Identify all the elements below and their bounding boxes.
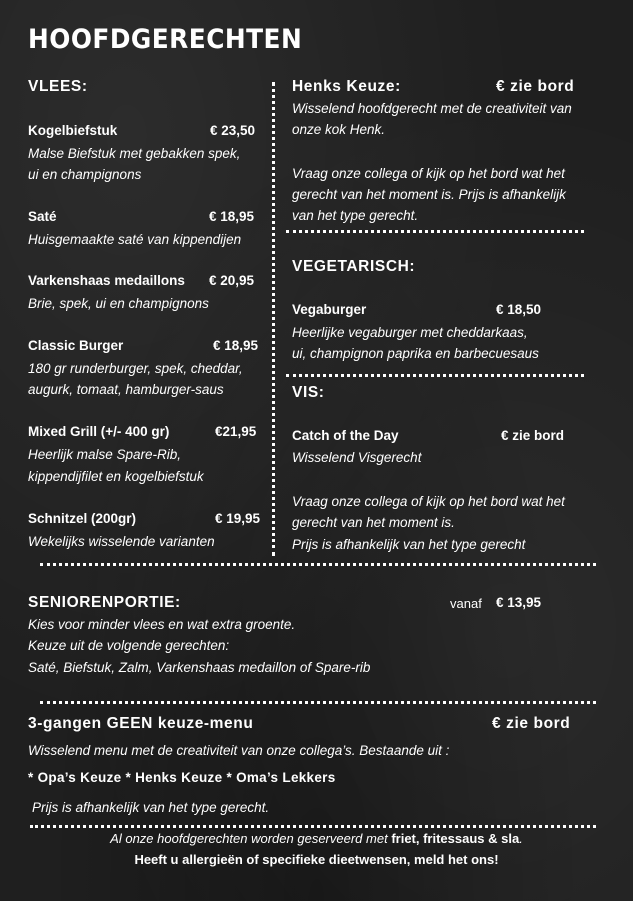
vlees-heading: VLEES: <box>28 78 88 95</box>
mixed-grill-price: €21,95 <box>215 424 257 439</box>
seniorenportie-heading: SENIORENPORTIE: <box>28 594 181 611</box>
varkenshaas-desc: Brie, spek, ui en champignons <box>28 296 209 311</box>
seniorenportie-desc-1: Kies voor minder vlees en wat extra groente. <box>28 617 296 632</box>
vegaburger-price: € 18,50 <box>496 302 542 317</box>
varkenshaas-price: € 20,95 <box>209 273 255 288</box>
kogelbiefstuk-desc-1: Malse Biefstuk met gebakken spek, <box>28 146 241 161</box>
vegaburger-name: Vegaburger <box>292 302 367 317</box>
schnitzel-desc: Wekelijks wisselende varianten <box>28 534 215 549</box>
gangen-menu-choices: * Opa’s Keuze * Henks Keuze * Oma’s Lekkers <box>28 770 336 785</box>
vis-note-2: gerecht van het moment is. <box>292 515 455 530</box>
seniorenportie-price-prefix: vanaf <box>450 596 482 611</box>
vis-heading: VIS: <box>292 384 325 401</box>
kogelbiefstuk-price: € 23,50 <box>210 123 256 138</box>
schnitzel-name: Schnitzel (200gr) <box>28 511 137 526</box>
henks-keuze-note-1: Vraag onze collega of kijk op het bord wat het <box>292 166 565 181</box>
henks-keuze-heading: Henks Keuze: <box>292 78 401 95</box>
mixed-grill-name: Mixed Grill (+/- 400 gr) <box>28 424 170 439</box>
classic-burger-desc-1: 180 gr runderburger, spek, cheddar, <box>28 361 243 376</box>
catch-of-the-day-name: Catch of the Day <box>292 428 399 443</box>
footer-line-1-prefix: Al onze hoofdgerechten worden geserveerd met <box>110 831 388 846</box>
henks-keuze-desc-2: onze kok Henk. <box>292 122 386 137</box>
footer-line-2: Heeft u allergieën of specifieke dieetwensen, meld het ons! <box>134 852 499 867</box>
mixed-grill-desc-1: Heerlijk malse Spare-Rib, <box>28 447 182 462</box>
gangen-menu-heading: 3-gangen GEEN keuze-menu <box>28 715 254 732</box>
kogelbiefstuk-desc-2: ui en champignons <box>28 167 142 182</box>
gangen-menu-desc: Wisselend menu met de creativiteit van onze collega’s. Bestaande uit : <box>28 743 450 758</box>
varkenshaas-name: Varkenshaas medaillons <box>28 273 185 288</box>
gangen-menu-note: Prijs is afhankelijk van het type gerecht. <box>32 800 270 815</box>
column-divider <box>272 82 275 556</box>
kogelbiefstuk-name: Kogelbiefstuk <box>28 123 118 138</box>
sate-desc: Huisgemaakte saté van kippendijen <box>28 232 242 247</box>
sate-price: € 18,95 <box>209 209 255 224</box>
seniorenportie-desc-2: Keuze uit de volgende gerechten: <box>28 638 230 653</box>
schnitzel-price: € 19,95 <box>215 511 261 526</box>
sate-name: Saté <box>28 209 57 224</box>
seniorenportie-price: € 13,95 <box>496 595 542 610</box>
divider-columns-bottom <box>40 563 596 566</box>
henks-keuze-note-2: gerecht van het moment is. Prijs is afhankelijk <box>292 187 566 202</box>
mixed-grill-desc-2: kippendijfilet en kogelbiefstuk <box>28 469 204 484</box>
footer-line-1 <box>0 831 633 846</box>
vis-note-1: Vraag onze collega of kijk op het bord wat het <box>292 494 565 509</box>
divider-footer <box>30 825 596 828</box>
catch-of-the-day-desc: Wisselend Visgerecht <box>292 450 422 465</box>
vegaburger-desc-2: ui, champignon paprika en barbecuesaus <box>292 346 539 361</box>
divider-vegetarisch <box>286 374 584 377</box>
vegetarisch-heading: VEGETARISCH: <box>292 258 416 275</box>
catch-of-the-day-price: € zie bord <box>501 428 565 443</box>
henks-keuze-note-3: van het type gerecht. <box>292 208 419 223</box>
henks-keuze-desc-1: Wisselend hoofdgerecht met de creativiteit van <box>292 101 572 116</box>
divider-henks <box>286 230 584 233</box>
page-title: HOOFDGERECHTEN <box>28 24 303 55</box>
footer-line-1-suffix: . <box>519 831 523 846</box>
vegaburger-desc-1: Heerlijke vegaburger met cheddarkaas, <box>292 325 528 340</box>
seniorenportie-desc-3: Saté, Biefstuk, Zalm, Varkenshaas medaillon of Spare-rib <box>28 660 371 675</box>
classic-burger-price: € 18,95 <box>213 338 259 353</box>
classic-burger-desc-2: augurk, tomaat, hamburger-saus <box>28 382 224 397</box>
divider-senioren <box>40 701 596 704</box>
footer-line-1-bold: friet, fritessaus & sla <box>391 831 520 846</box>
henks-keuze-price: € zie bord <box>496 78 575 95</box>
classic-burger-name: Classic Burger <box>28 338 124 353</box>
vis-note-3: Prijs is afhankelijk van het type gerecht <box>292 537 526 552</box>
gangen-menu-price: € zie bord <box>492 715 571 732</box>
